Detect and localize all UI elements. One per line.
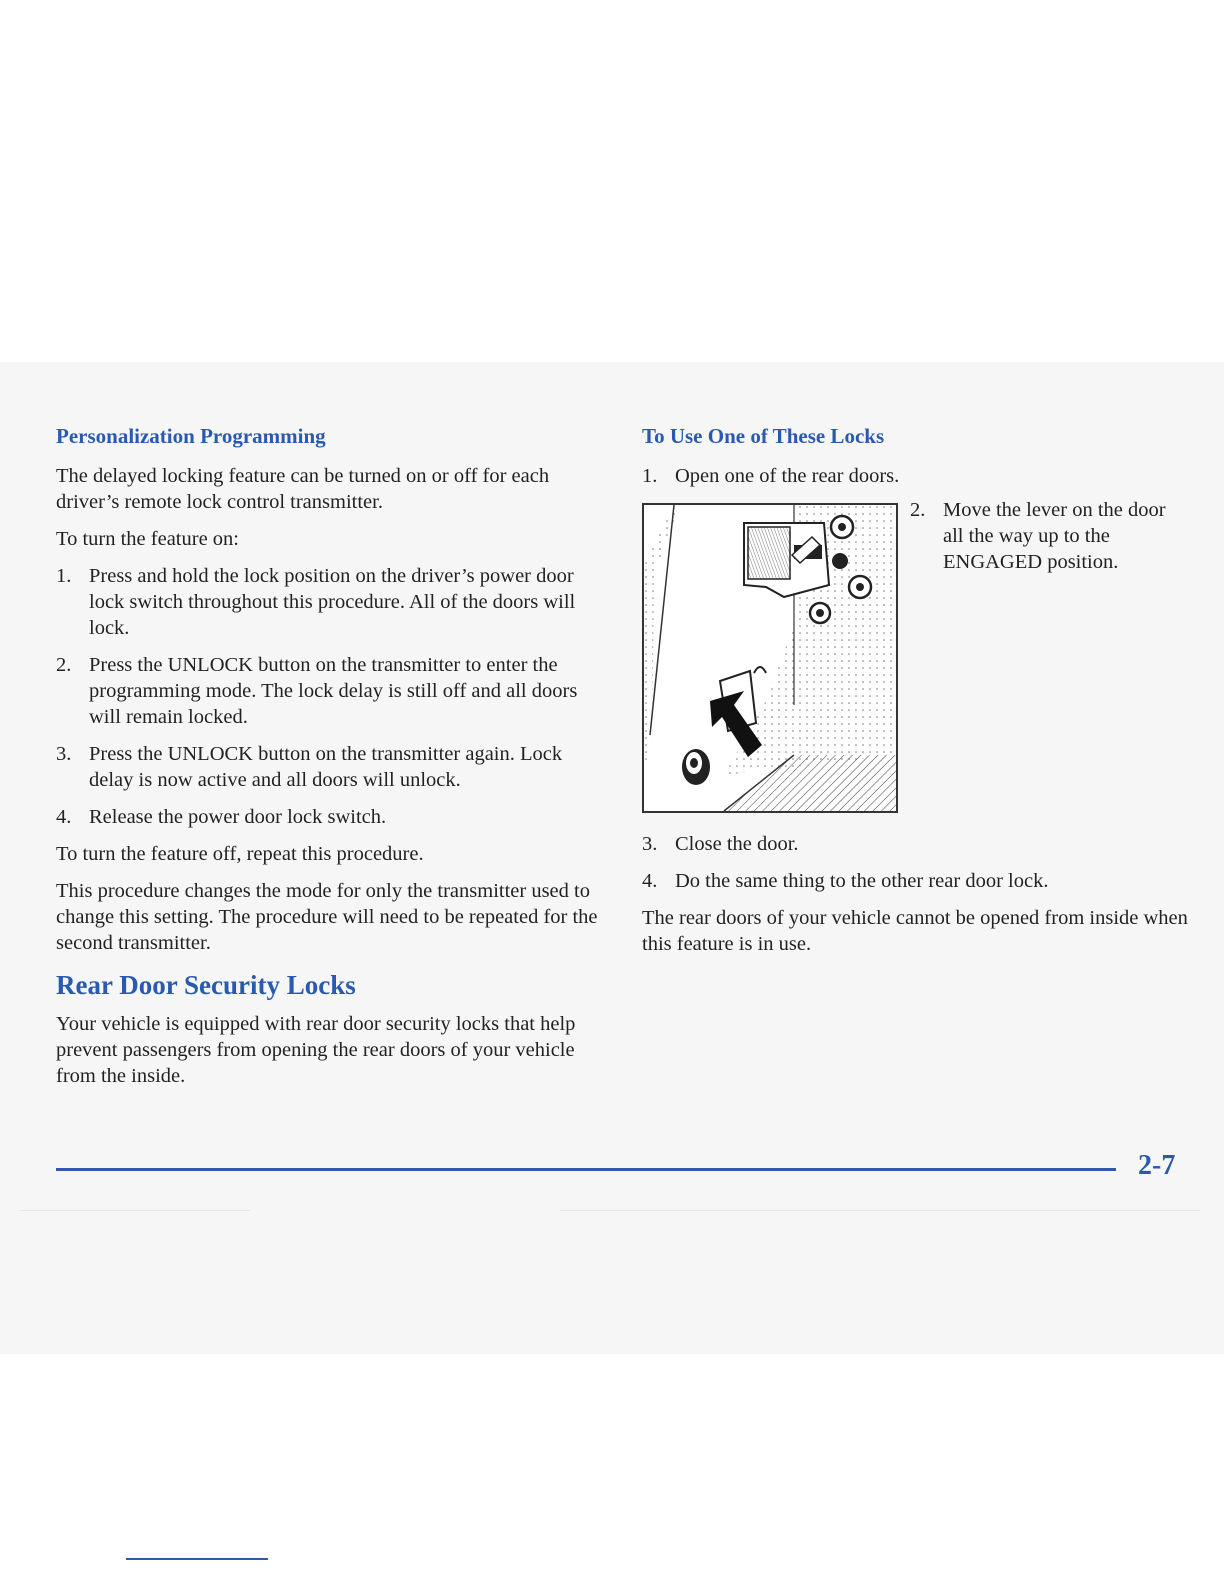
lock-steps-bottom — [642, 831, 1190, 894]
faint-divider — [560, 1210, 1200, 1211]
step-number: 1. — [642, 465, 658, 487]
note-paragraph: This procedure changes the mode for only the transmitter used to change this setting. The procedure will need to be repeated for the second transmitter. — [56, 880, 598, 954]
list-item — [642, 868, 1190, 894]
list-item — [642, 831, 1190, 857]
bottom-accent-line — [126, 1558, 268, 1560]
programming-steps — [56, 563, 604, 830]
turn-on-text: To turn the feature on: — [56, 528, 239, 550]
page-number: 2-7 — [1138, 1150, 1176, 1181]
door-lock-illustration — [642, 503, 898, 813]
step-text: Do the same thing to the other rear door lock. — [675, 870, 1049, 892]
section-title: Rear Door Security Locks — [56, 970, 356, 1000]
step-number: 3. — [642, 833, 658, 855]
step-number: 3. — [56, 743, 72, 765]
step-text: Release the power door lock switch. — [89, 806, 387, 828]
list-item — [56, 741, 604, 793]
personalization-heading: Personalization Programming — [56, 424, 326, 448]
list-item — [56, 804, 604, 830]
right-column — [642, 424, 1190, 968]
list-item — [56, 652, 604, 730]
left-column — [56, 424, 604, 1100]
closing-paragraph: The rear doors of your vehicle cannot be opened from inside when this feature is in use. — [642, 907, 1188, 955]
step-text: Open one of the rear doors. — [675, 465, 900, 487]
step-text: Press and hold the lock position on the driver’s power door lock switch throughout this procedure. All of the doors will lock. — [89, 565, 576, 639]
footer-rule — [56, 1168, 1116, 1171]
faint-divider — [20, 1210, 250, 1211]
section-paragraph: Your vehicle is equipped with rear door security locks that help prevent passengers from opening the rear doors of your vehicle from the inside. — [56, 1013, 576, 1087]
step-number: 2. — [910, 499, 926, 521]
step-text: Press the UNLOCK button on the transmitter again. Lock delay is now active and all doors will unlock. — [89, 743, 563, 791]
step-number: 4. — [642, 870, 658, 892]
step-two-text — [910, 497, 1183, 575]
door-lock-drawing — [644, 505, 896, 811]
list-item — [642, 463, 1190, 489]
step-text: Close the door. — [675, 833, 799, 855]
turn-off-text: To turn the feature off, repeat this procedure. — [56, 843, 424, 865]
step-number: 2. — [56, 654, 72, 676]
step-text: Move the lever on the door all the way up to the ENGAGED position. — [943, 499, 1166, 573]
intro-paragraph: The delayed locking feature can be turned on or off for each driver’s remote lock control transmitter. — [56, 465, 550, 513]
lock-steps-top — [642, 463, 1190, 489]
list-item — [56, 563, 604, 641]
step-text: Press the UNLOCK button on the transmitter to enter the programming mode. The lock delay is still off and all doors will remain locked. — [89, 654, 578, 728]
locks-heading: To Use One of These Locks — [642, 424, 885, 448]
step-number: 4. — [56, 806, 72, 828]
step-number: 1. — [56, 565, 72, 587]
figure-row — [642, 499, 1190, 813]
